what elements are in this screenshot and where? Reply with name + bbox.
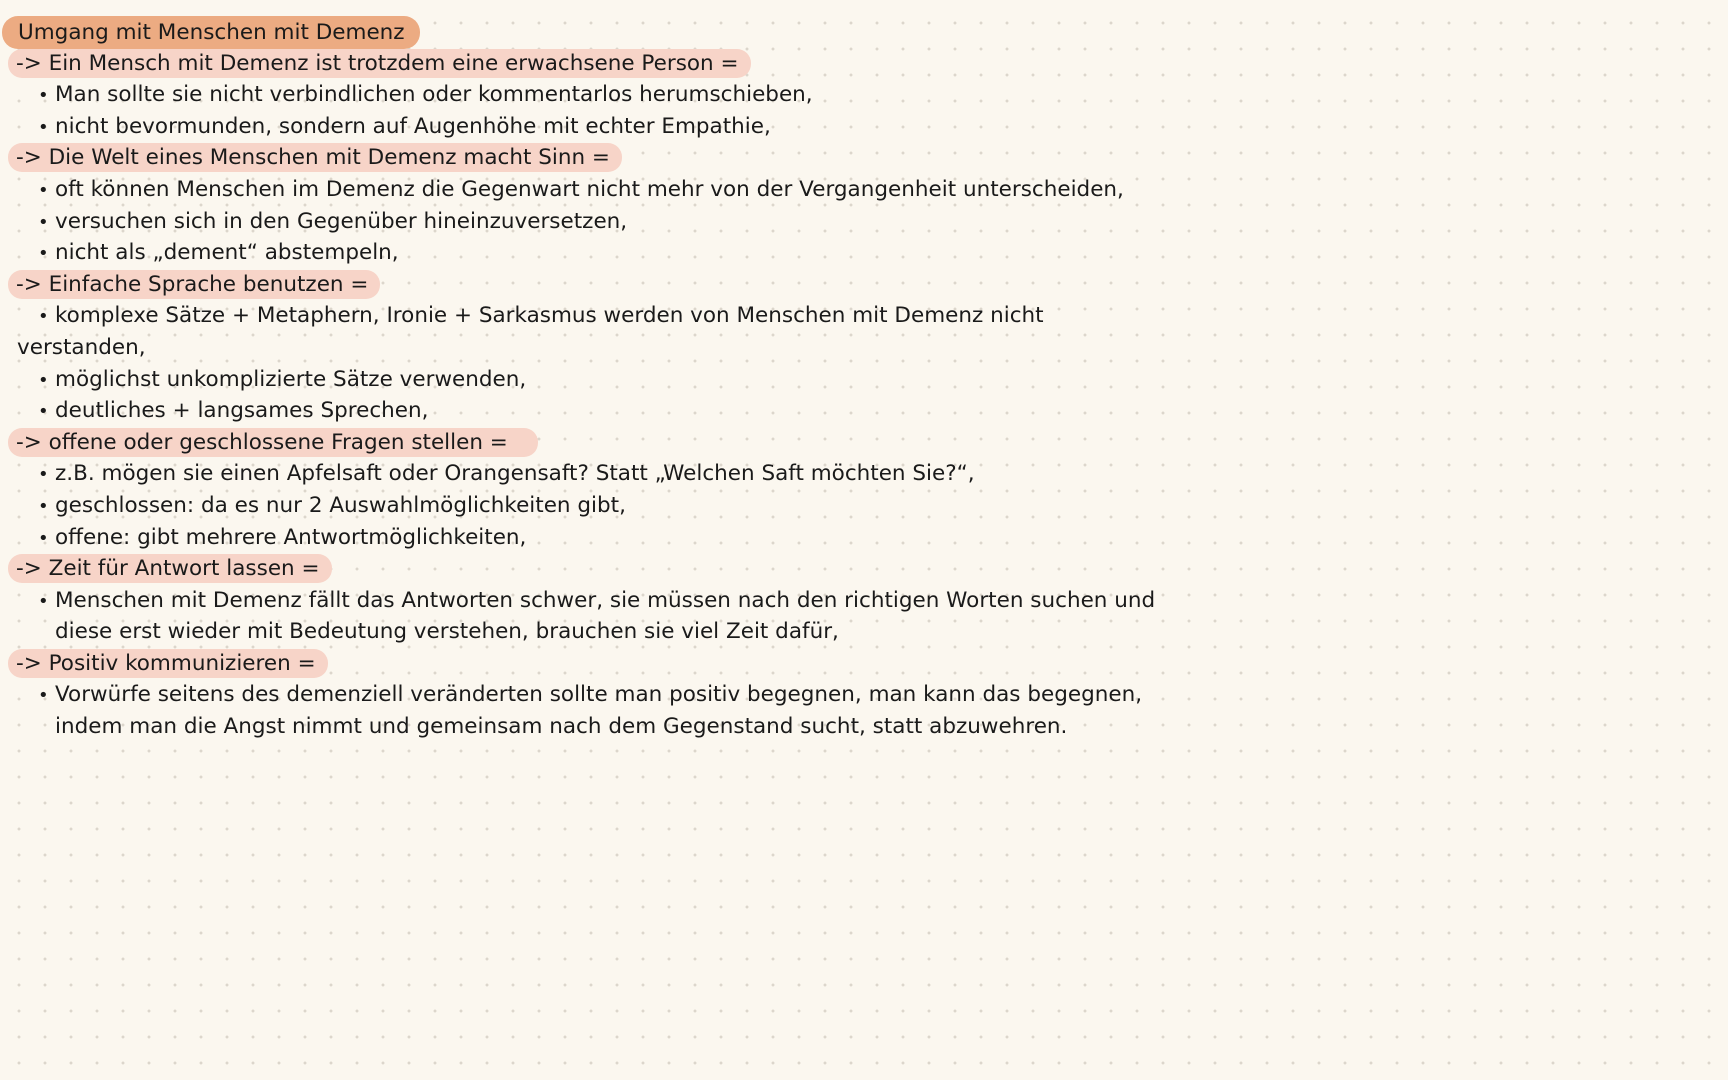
bullet-continuation: diese erst wieder mit Bedeutung verstehen, brauchen sie viel Zeit dafür, (55, 619, 839, 645)
section-heading: -> Einfache Sprache benutzen = (8, 270, 380, 299)
bullet-text: Vorwürfe seitens des demenziell veränderten sollte man positiv begegnen, man kann das begegnen, (55, 682, 1143, 708)
bullet-text: Menschen mit Demenz fällt das Antworten schwer, sie müssen nach den richtigen Worten suchen und (55, 587, 1156, 613)
bullet-item (0, 585, 1728, 617)
section-heading-line (0, 427, 1728, 459)
section-heading-line (0, 648, 1728, 680)
bullet-dot-icon: • (38, 369, 49, 391)
section-heading: -> Positiv kommunizieren = (8, 649, 328, 678)
section-heading-line (0, 269, 1728, 301)
bullet-text: geschlossen: da es nur 2 Auswahlmöglichkeiten gibt, (55, 492, 626, 518)
bullet-text: nicht bevormunden, sondern auf Augenhöhe mit echter Empathie, (55, 113, 771, 139)
bullet-dot-icon: • (38, 243, 49, 265)
bullet-item (0, 522, 1728, 554)
bullet-item (0, 300, 1728, 332)
bullet-item (0, 490, 1728, 522)
bullet-text: nicht als „dement“ abstempeln, (55, 240, 399, 266)
bullet-text: deutliches + langsames Sprechen, (55, 398, 429, 424)
bullet-text: versuchen sich in den Gegenüber hineinzuversetzen, (55, 208, 628, 234)
bullet-dot-icon: • (38, 590, 49, 612)
bullet-dot-icon: • (38, 527, 49, 549)
section-heading: -> offene oder geschlossene Fragen stellen = (8, 428, 538, 457)
bullet-item (0, 79, 1728, 111)
bullet-text: z.B. mögen sie einen Apfelsaft oder Orangensaft? Statt „Welchen Saft möchten Sie?“, (55, 461, 975, 487)
section-heading-line (0, 48, 1728, 80)
bullet-dot-icon: • (38, 85, 49, 107)
bullet-wrap-line: verstanden, (17, 334, 146, 360)
section-heading: -> Ein Mensch mit Demenz ist trotzdem eine erwachsene Person = (8, 49, 751, 78)
section-heading-line (0, 553, 1728, 585)
bullet-item (0, 174, 1728, 206)
bullet-text: offene: gibt mehrere Antwortmöglichkeiten, (55, 524, 527, 550)
bullet-dot-icon: • (38, 401, 49, 423)
title-line (0, 16, 1728, 48)
bullet-item (0, 364, 1728, 396)
section-heading-line (0, 142, 1728, 174)
bullet-dot-icon: • (38, 179, 49, 201)
bullet-continuation: indem man die Angst nimmt und gemeinsam nach dem Gegenstand sucht, statt abzuwehren. (55, 714, 1068, 740)
bullet-text: komplexe Sätze + Metaphern, Ironie + Sarkasmus werden von Menschen mit Demenz nicht (55, 303, 1044, 329)
bullet-item (0, 111, 1728, 143)
bullet-text: oft können Menschen im Demenz die Gegenwart nicht mehr von der Vergangenheit unterscheiden, (55, 176, 1124, 202)
bullet-text: möglichst unkomplizierte Sätze verwenden, (55, 366, 527, 392)
bullet-dot-icon: • (38, 116, 49, 138)
bullet-dot-icon: • (38, 306, 49, 328)
bullet-text: Man sollte sie nicht verbindlichen oder kommentarlos herumschieben, (55, 82, 813, 108)
bullet-item (0, 395, 1728, 427)
bullet-item (0, 679, 1728, 711)
note-title: Umgang mit Menschen mit Demenz (2, 16, 420, 49)
bullet-item (0, 206, 1728, 238)
bullet-item (0, 458, 1728, 490)
note-page (0, 16, 1728, 743)
bullet-dot-icon: • (38, 211, 49, 233)
section-heading: -> Die Welt eines Menschen mit Demenz macht Sinn = (8, 143, 622, 172)
bullet-item (0, 237, 1728, 269)
bullet-dot-icon: • (38, 495, 49, 517)
bullet-dot-icon: • (38, 685, 49, 707)
section-heading: -> Zeit für Antwort lassen = (8, 554, 332, 583)
bullet-dot-icon: • (38, 464, 49, 486)
